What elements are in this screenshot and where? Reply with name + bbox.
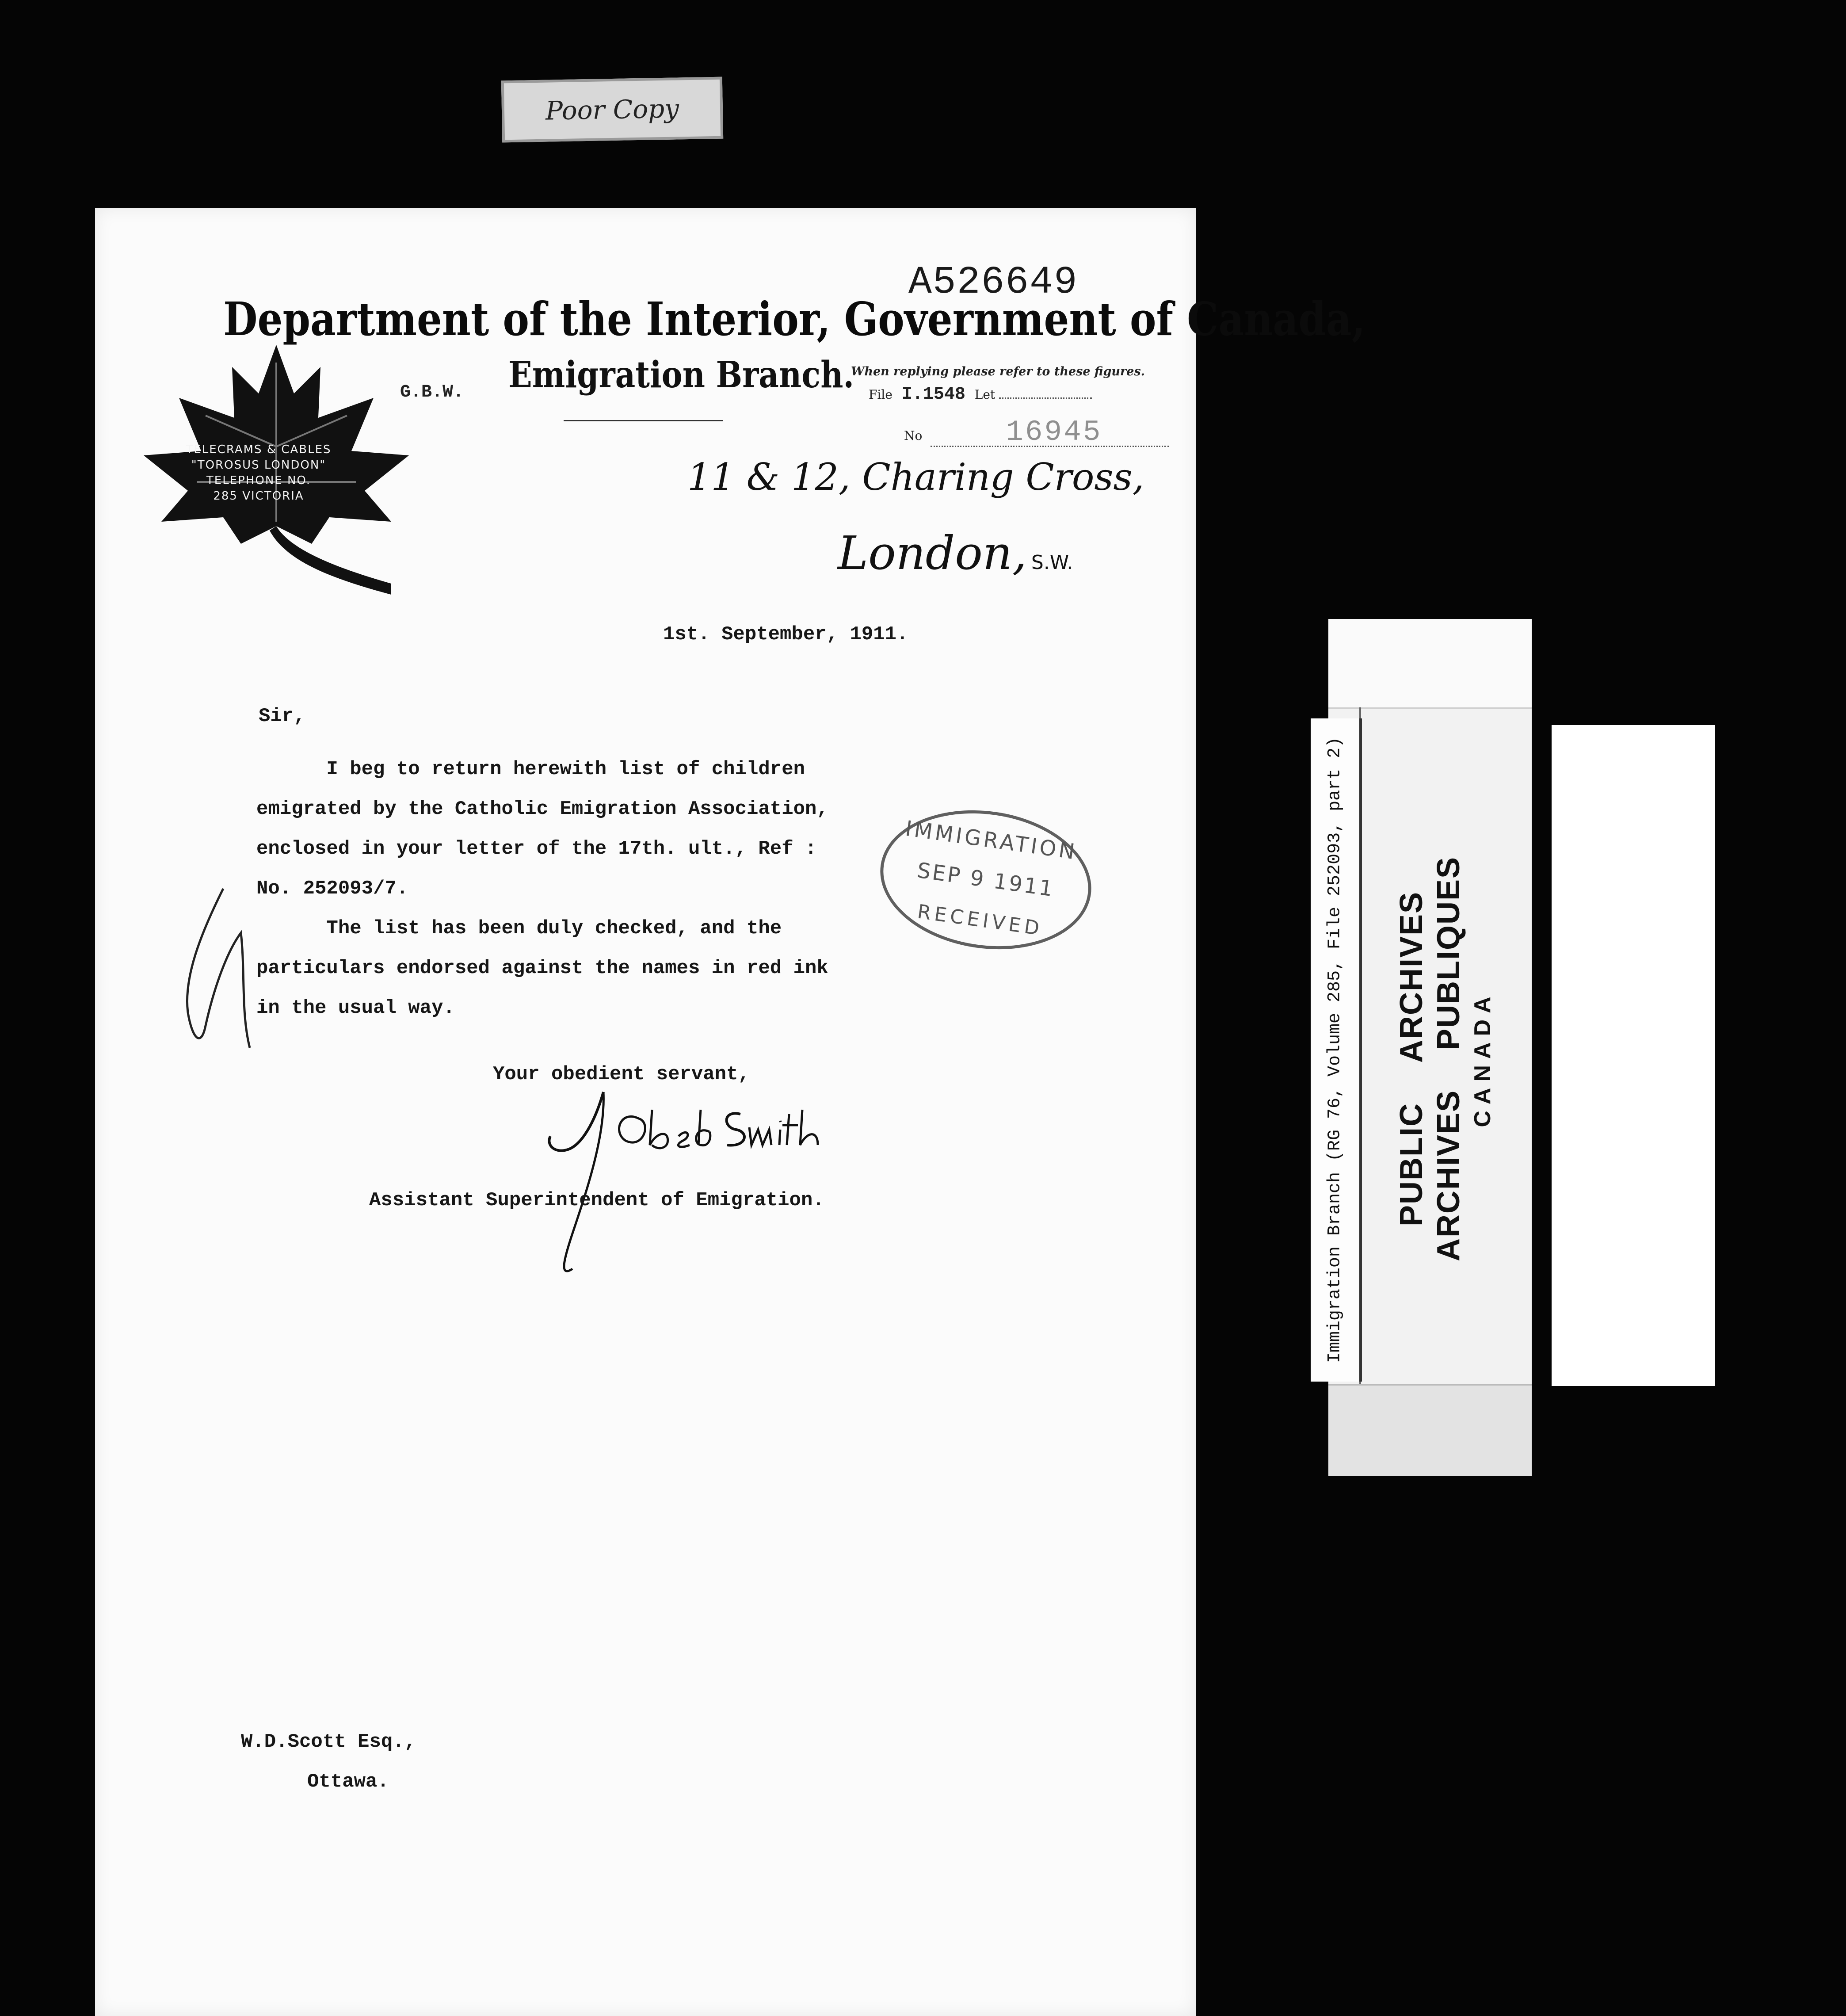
branch-divider (564, 420, 723, 421)
archive-label (1393, 856, 1498, 1261)
folder-top-flap (1328, 619, 1532, 709)
body-line: The list has been duly checked, and the (256, 917, 782, 939)
received-stamp (871, 797, 1100, 962)
telegram-line: TELEPHONE NO. (206, 474, 311, 487)
folder-bottom-flap (1328, 1384, 1532, 1476)
address-line-1: 11 & 12, Charing Cross, (687, 455, 1144, 499)
body-line: I beg to return herewith list of children (256, 758, 805, 780)
telegram-line: TELECRAMS & CABLES (186, 443, 332, 456)
telegram-line: "TOROSUS LONDON" (191, 458, 326, 472)
signature (493, 1083, 847, 1287)
archive-word: PUBLIC (1394, 1103, 1429, 1227)
number-reference (904, 416, 1187, 449)
body-line: emigrated by the Catholic Emigration Association, (256, 798, 828, 820)
stamp-top-text: IMMIGRATION (904, 816, 1079, 865)
archive-card (1552, 725, 1715, 1386)
let-dotted-line (999, 397, 1092, 399)
file-value: I.1548 (901, 385, 965, 405)
stamp-bottom-text: RECEIVED (916, 900, 1045, 940)
archive-word: ARCHIVES (1431, 1089, 1466, 1262)
body-line: No. 252093/7. (256, 878, 408, 900)
letter-date: 1st. September, 1911. (663, 623, 908, 645)
let-label: Let (974, 387, 995, 402)
letter-body (256, 749, 828, 1028)
no-dotted-line (931, 446, 1169, 447)
addressee-city: Ottawa. (307, 1771, 389, 1793)
no-value: 16945 (1006, 416, 1102, 449)
letterhead-branch: Emigration Branch. (508, 354, 854, 396)
file-label: File (869, 387, 892, 402)
archive-line-2 (1430, 856, 1467, 1261)
body-line: enclosed in your letter of the 17th. ult., Ref : (256, 838, 817, 860)
folder-tab-label: Immigration Branch (RG 76, Volume 285, File 252093, part 2) (1325, 737, 1345, 1363)
folder-tab (1311, 718, 1362, 1382)
address-suffix: S.W. (1031, 551, 1073, 574)
address-city: London, (838, 526, 1027, 580)
address-line-2 (838, 526, 1073, 580)
archive-line-1 (1393, 856, 1430, 1261)
letterhead-department: Department of the Interior, Government of Canada, (223, 292, 1365, 346)
signatory-title: Assistant Superintendent of Emigration. (369, 1189, 824, 1211)
file-reference (869, 385, 1178, 405)
archive-word: ARCHIVES (1394, 891, 1429, 1063)
initials: G.B.W. (400, 382, 464, 402)
body-line: in the usual way. (256, 997, 455, 1019)
reference-number: A526649 (908, 261, 1078, 305)
telegram-info (170, 442, 347, 504)
no-label: No (904, 428, 923, 443)
body-line: particulars endorsed against the names in red ink (256, 957, 828, 979)
poor-copy-label: Poor Copy (501, 77, 723, 143)
stamp-date: SEP 9 1911 (915, 858, 1056, 902)
reply-note: When replying please refer to these figures. (851, 365, 1145, 378)
closing: Your obedient servant, (493, 1063, 750, 1085)
addressee-name: W.D.Scott Esq., (241, 1731, 416, 1753)
margin-pen-mark (175, 880, 281, 1065)
archive-word: PUBLIQUES (1431, 856, 1466, 1050)
salutation: Sir, (259, 705, 305, 727)
archive-line-3: CANADA (1470, 990, 1495, 1127)
telegram-line: 285 VICTORIA (213, 489, 304, 503)
